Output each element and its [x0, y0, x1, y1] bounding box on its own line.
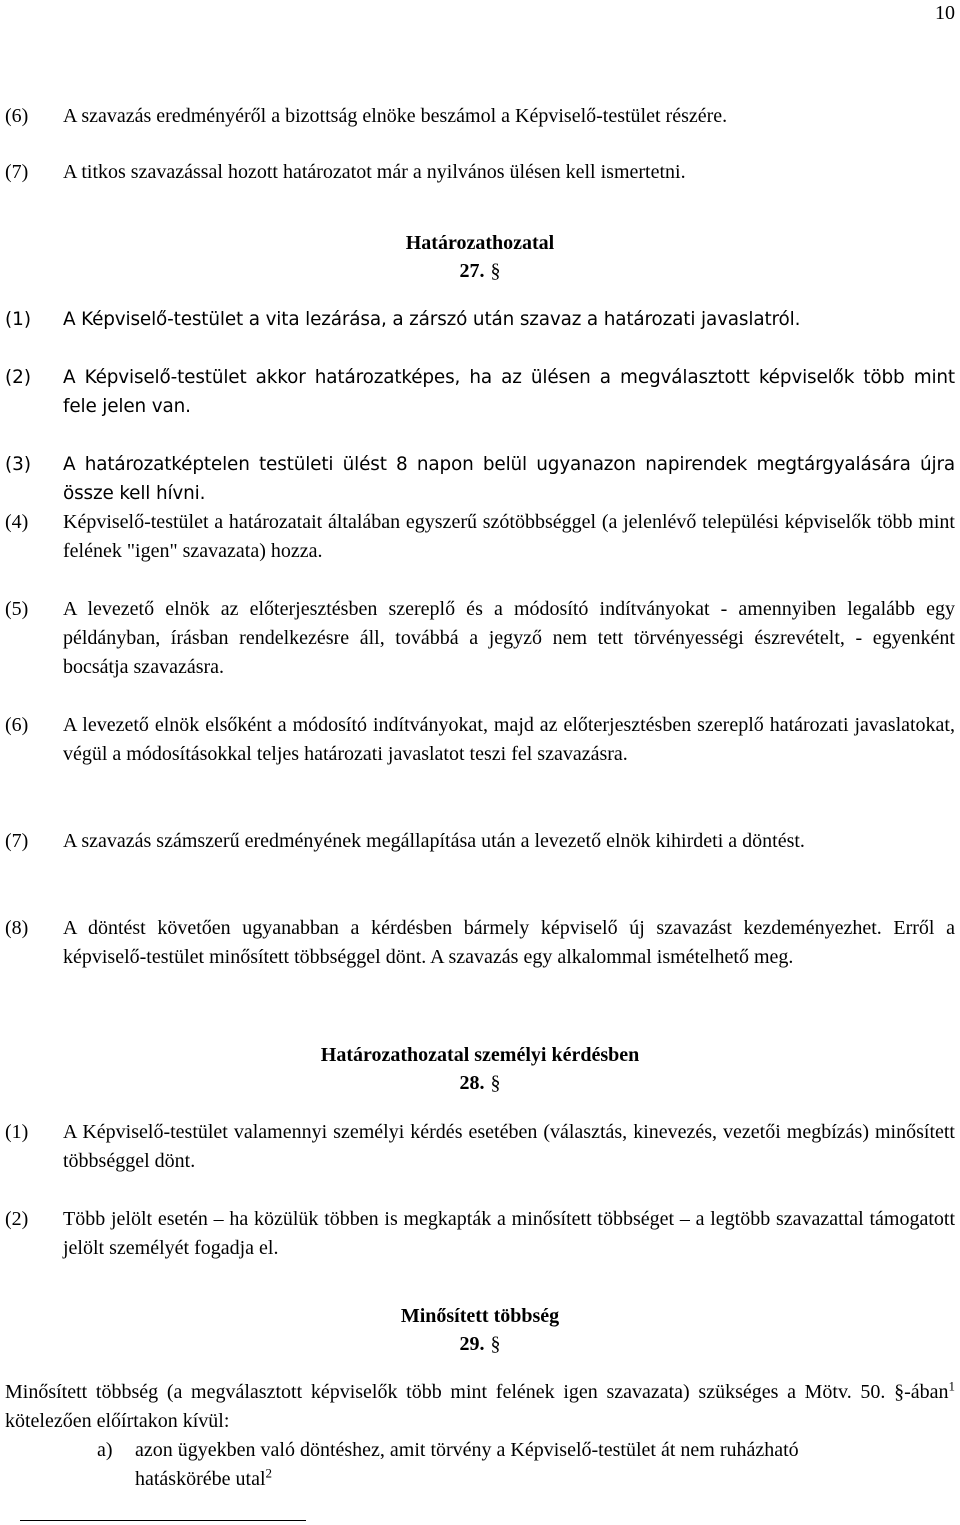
- section28-item-2: [5, 1205, 955, 1263]
- section27-item-5: [5, 595, 955, 682]
- paragraph-number: (3): [5, 454, 32, 475]
- paragraph-text: A Képviselő-testület a vita lezárása, a zárszó után szavaz a határozati javaslatról.: [63, 309, 801, 330]
- section27-item-7: [5, 827, 955, 856]
- section-number: 28.: [459, 1072, 485, 1094]
- section-heading-29: Minősített többség: [400, 1305, 560, 1327]
- section-number: 29.: [459, 1333, 485, 1355]
- section27-item-4: [5, 508, 955, 566]
- paragraph-7: [5, 158, 955, 187]
- footnote-separator: [20, 1520, 306, 1521]
- paragraph-text: A szavazás számszerű eredményének megállapítása után a levezető elnök kihirdeti a döntést.: [63, 830, 805, 852]
- section27-item-3: [5, 450, 955, 508]
- section-symbol: §: [490, 1072, 501, 1094]
- paragraph-text: A titkos szavazással hozott határozatot már a nyilvános ülésen kell ismertetni.: [63, 161, 686, 183]
- paragraph-6: [5, 102, 955, 131]
- item-text: [135, 1436, 897, 1494]
- paragraph-text: A levezető elnök elsőként a módosító indítványokat, majd az előterjesztésben szereplő határozati javaslatokat, végül a módosításokkal teljes határozati javaslatot teszi fel szavazásra.: [63, 714, 955, 765]
- paragraph-number: (5): [5, 598, 29, 620]
- paragraph-number: (6): [5, 714, 29, 736]
- paragraph-number: (1): [5, 1121, 29, 1143]
- section28-item-1: [5, 1118, 955, 1176]
- section27-item-8: [5, 914, 955, 972]
- footnote-ref-2[interactable]: 2: [265, 1465, 272, 1481]
- paragraph-text: A Képviselő-testület akkor határozatképes, ha az ülésen a megválasztott képviselők több mint fele jelen van.: [63, 367, 955, 417]
- intro-text-end: kötelezően előírtakon kívül:: [5, 1410, 230, 1432]
- paragraph-text: Több jelölt esetén – ha közülük többen is megkapták a minősített többséget – a legtöbb szavazattal támogatott jelölt személyét fogadja el.: [63, 1208, 955, 1259]
- paragraph-text: A döntést követően ugyanabban a kérdésben bármely képviselő új szavazást kezdeményezhet. Erről a képviselő-testület minősített többséggel dönt. A szavazás egy alkalommal ismételhető meg.: [63, 917, 955, 968]
- section27-item-1: [5, 305, 955, 334]
- section-symbol: §: [490, 1333, 501, 1355]
- paragraph-number: (2): [5, 367, 32, 388]
- section27-item-2: [5, 363, 955, 421]
- section-number-28: [0, 1069, 960, 1097]
- paragraph-number: (8): [5, 917, 29, 939]
- paragraph-text: A határozatképtelen testületi ülést 8 napon belül ugyanazon napirendek megtárgyalására újra össze kell hívni.: [63, 454, 955, 504]
- footnote-ref-1[interactable]: 1: [948, 1378, 955, 1394]
- section-heading-27: Határozathozatal: [405, 232, 555, 254]
- paragraph-number: (4): [5, 511, 29, 533]
- paragraph-text: A szavazás eredményéről a bizottság elnöke beszámol a Képviselő-testület részére.: [63, 105, 728, 127]
- paragraph-number: (1): [5, 309, 32, 330]
- section-heading-28: Határozathozatal személyi kérdésben: [320, 1044, 640, 1066]
- paragraph-text: A levezető elnök az előterjesztésben szereplő és a módosító indítványokat - amennyiben legalább egy példányban, írásban rendelkezésre áll, továbbá a jegyző nem tett törvényességi észrevételt, - egyenként bocsátja szavazásra.: [63, 598, 955, 678]
- section27-item-6: [5, 711, 955, 769]
- section-number: 27.: [459, 260, 485, 282]
- section29-item-a: [97, 1436, 897, 1494]
- section-number-29: [0, 1330, 960, 1358]
- paragraph-number: (2): [5, 1208, 29, 1230]
- intro-text: Minősített többség (a megválasztott képviselők több mint felének igen szavazata) szükséges a Mötv. 50. §-ában: [5, 1381, 949, 1403]
- paragraph-text: A Képviselő-testület valamennyi személyi kérdés esetében (választás, kinevezés, vezetői megbízás) minősített többséggel dönt.: [63, 1121, 955, 1172]
- paragraph-text: Képviselő-testület a határozatait általában egyszerű szótöbbséggel (a jelenlévő települési képviselők több mint felének "igen" szavazata) hozza.: [63, 511, 955, 562]
- paragraph-number: (6): [5, 105, 29, 127]
- item-label: a): [97, 1439, 113, 1461]
- paragraph-number: (7): [5, 830, 29, 852]
- paragraph-number: (7): [5, 161, 29, 183]
- section-symbol: §: [490, 260, 501, 282]
- section29-intro: [5, 1378, 955, 1436]
- section-number-27: [0, 257, 960, 285]
- page-number: 10: [935, 2, 955, 24]
- item-text-body: azon ügyekben való döntéshez, amit törvény a Képviselő-testület át nem ruházható hatáskörébe utal: [135, 1439, 799, 1490]
